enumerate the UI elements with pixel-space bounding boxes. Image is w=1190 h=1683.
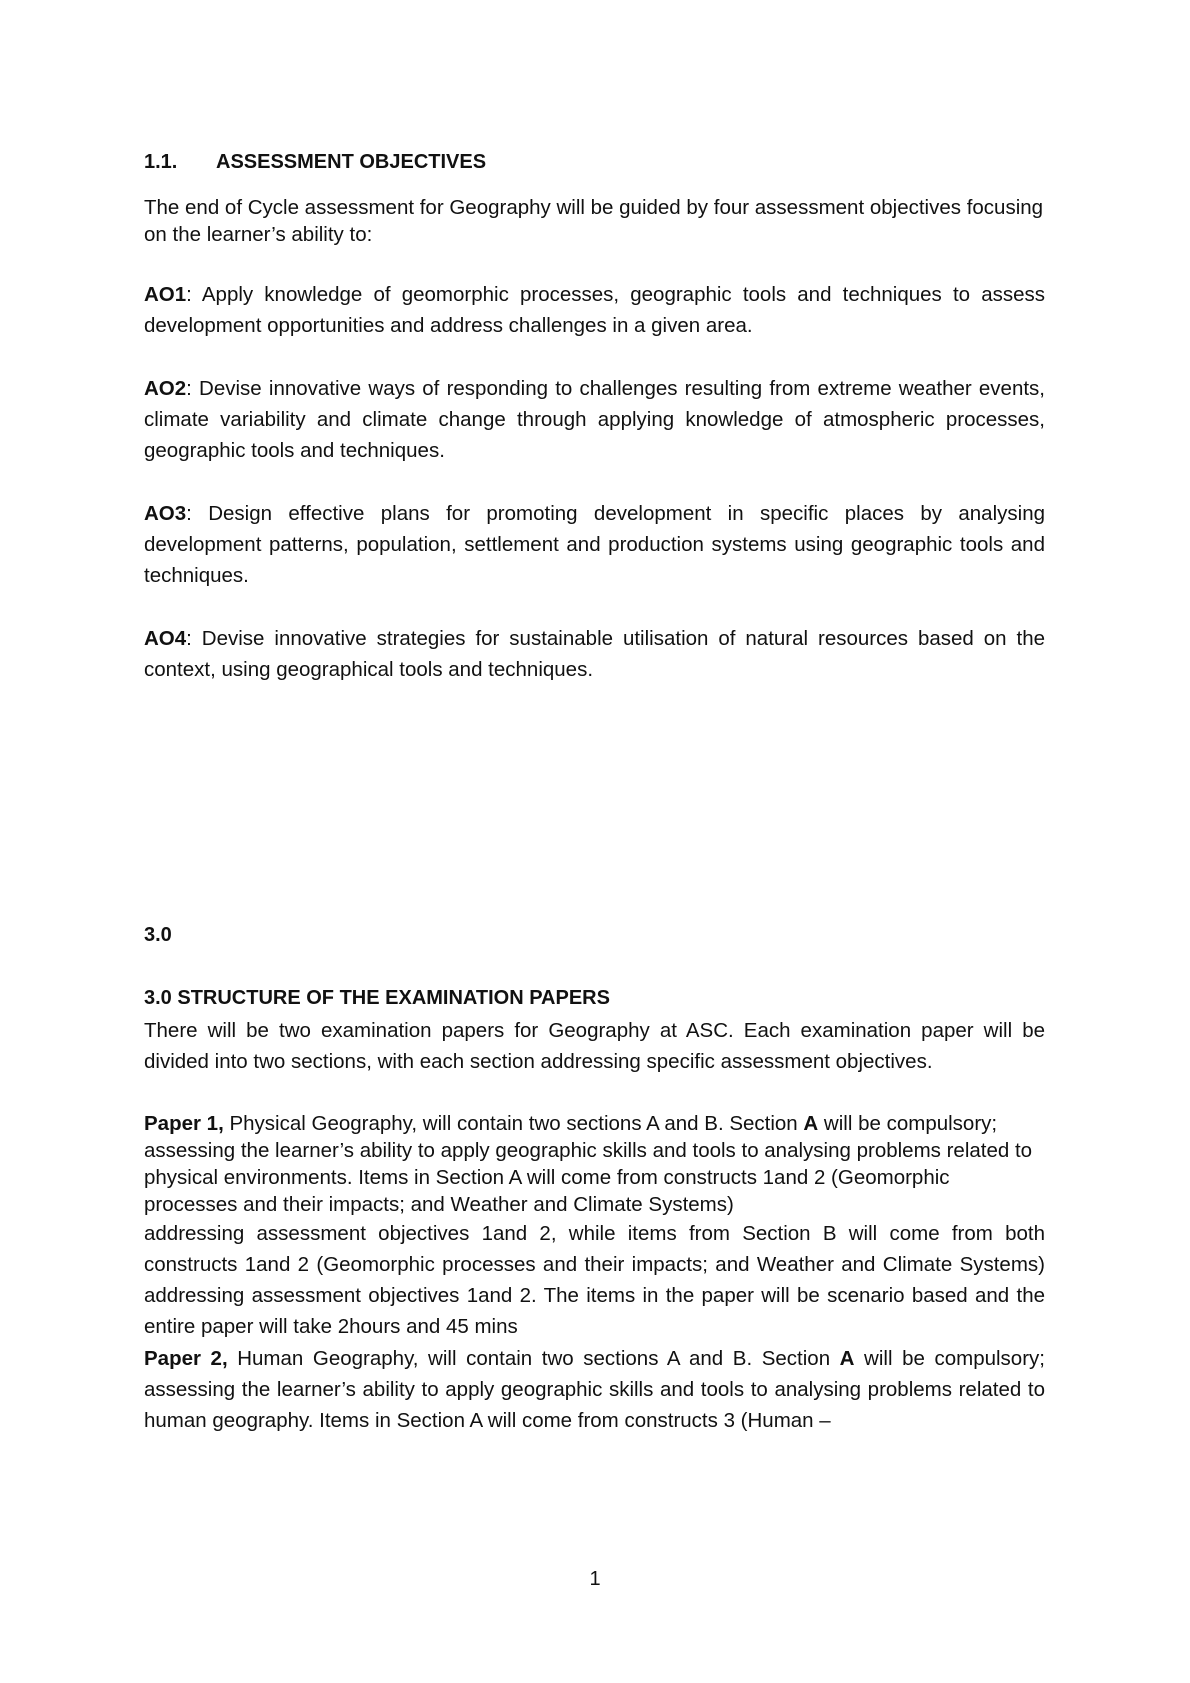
paper1-section-letter: A <box>803 1112 819 1135</box>
section-heading-assessment-objectives <box>144 148 486 176</box>
section-number-standalone: 3.0 <box>144 924 172 946</box>
paper1-text-b: will be compulsory; assessing the learner’s ability to apply geographic skills and tools to analysing problems related to physical environments. Items in Section A will come from constructs 1and 2 (Geomorphic processes and their impacts; and Weather and Climate Systems) <box>144 1112 1033 1216</box>
paper2-text-b: will be compulsory; assessing the learner’s ability to apply geographic skills and tools to analysing problems related to human geography. Items in Section A will come from constructs 3 (Human – <box>144 1347 1045 1432</box>
paper2-label: Paper 2, <box>144 1347 228 1370</box>
objective-text: : Apply knowledge of geomorphic processes, geographic tools and techniques to assess development opportunities and address challenges in a given area. <box>144 283 1045 337</box>
paper1-label: Paper 1, <box>144 1112 224 1135</box>
objective-text: : Devise innovative ways of responding to challenges resulting from extreme weather events, climate variability and climate change through applying knowledge of atmospheric processes, geographic tools and techniques. <box>144 377 1045 462</box>
objective-code: AO1 <box>144 283 187 306</box>
objective-code: AO3 <box>144 502 187 525</box>
objective-ao1 <box>144 279 1045 341</box>
objective-ao3 <box>144 498 1045 591</box>
paper1-text-a: Physical Geography, will contain two sections A and B. Section <box>223 1112 804 1135</box>
objective-code: AO2 <box>144 377 187 400</box>
exam-structure-intro: There will be two examination papers for Geography at ASC. Each examination paper will be divided into two sections, with each section addressing specific assessment objectives. <box>144 1019 1045 1073</box>
section-number: 1.1. <box>144 151 178 173</box>
objective-text: : Design effective plans for promoting development in specific places by analysing development patterns, population, settlement and production systems using geographic tools and techniques. <box>144 502 1045 587</box>
section-title: ASSESSMENT OBJECTIVES <box>216 151 487 173</box>
assessment-intro-paragraph: The end of Cycle assessment for Geography will be guided by four assessment objectives focusing on the learner’s ability to: <box>144 196 1044 246</box>
paper2-paragraph <box>144 1343 1045 1436</box>
paper2-section-letter: A <box>839 1347 855 1370</box>
section-heading-exam-structure: 3.0 STRUCTURE OF THE EXAMINATION PAPERS <box>144 987 610 1009</box>
paper1-continuation: addressing assessment objectives 1and 2, while items from Section B will come from both constructs 1and 2 (Geomorphic processes and their impacts; and Weather and Climate Systems) addressing assessment objectives 1and 2. The items in the paper will be scenario based and the entire paper will take 2hours and 45 mins <box>144 1222 1045 1338</box>
paper1-paragraph <box>144 1110 1045 1218</box>
objective-code: AO4 <box>144 627 187 650</box>
objective-ao4 <box>144 623 1045 685</box>
objective-text: : Devise innovative strategies for sustainable utilisation of natural resources based on the context, using geographical tools and techniques. <box>144 627 1045 681</box>
objective-ao2 <box>144 373 1045 466</box>
page-number: 1 <box>589 1568 601 1590</box>
paper2-text-a: Human Geography, will contain two sections A and B. Section <box>227 1347 840 1370</box>
